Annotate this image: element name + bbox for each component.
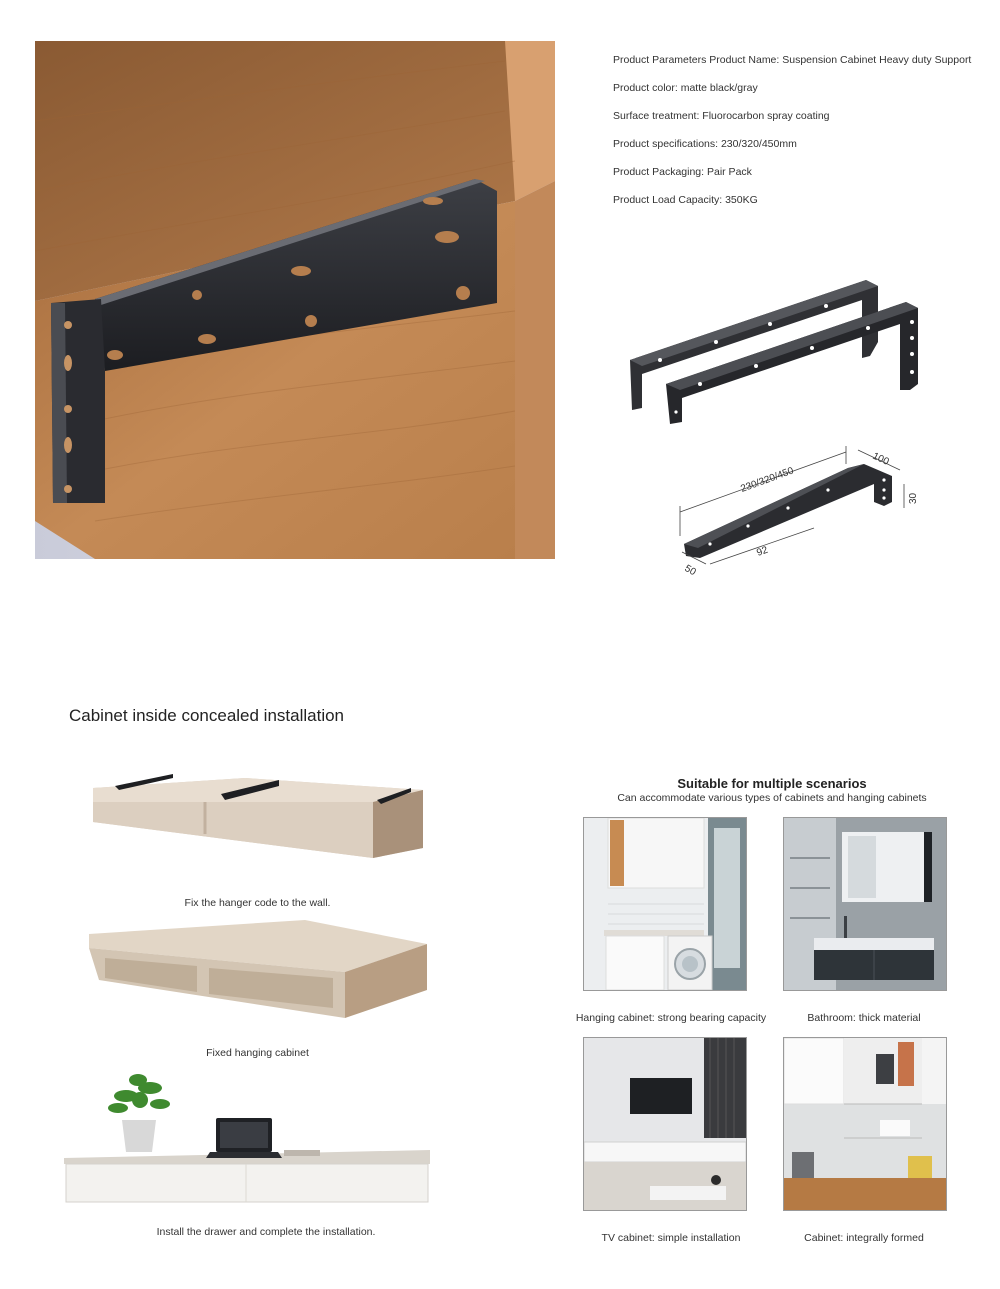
- laundry-room-illustration: [584, 818, 746, 990]
- scenario-photo-kitchen-cabinet: [783, 1037, 947, 1211]
- scenario-caption-4: Cabinet: integrally formed: [804, 1232, 924, 1244]
- spec-load-capacity: Product Load Capacity: 350KG: [613, 194, 758, 206]
- hanging-cabinet-illustration: [85, 918, 430, 1020]
- scenario-caption-2: Bathroom: thick material: [807, 1012, 921, 1024]
- step2-image: [85, 918, 430, 1020]
- hero-photo: [35, 41, 555, 559]
- dim-height-side-label: 30: [908, 492, 919, 504]
- step2-caption: Fixed hanging cabinet: [206, 1047, 309, 1059]
- step3-caption: Install the drawer and complete the installation.: [156, 1226, 376, 1238]
- spec-specifications: Product specifications: 230/320/450mm: [613, 138, 797, 150]
- dim-depth-label: 50: [682, 563, 698, 579]
- scenario-photo-hanging-cabinet: [583, 817, 747, 991]
- dimension-drawing: [668, 440, 928, 580]
- spec-packaging: Product Packaging: Pair Pack: [613, 166, 752, 178]
- step3-image: [60, 1068, 432, 1204]
- dimension-diagram: [668, 440, 928, 580]
- bathroom-illustration: [784, 818, 946, 990]
- scenarios-subtitle: Can accommodate various types of cabinets and hanging cabinets: [617, 792, 927, 804]
- installation-title: Cabinet inside concealed installation: [69, 706, 345, 725]
- bracket-pair-illustration: [620, 272, 930, 432]
- scenario-photo-tv-cabinet: [583, 1037, 747, 1211]
- kitchen-cabinet-illustration: [784, 1038, 946, 1210]
- step1-image: [85, 768, 430, 863]
- spec-surface-treatment: Surface treatment: Fluorocarbon spray coating: [613, 110, 830, 122]
- finished-cabinet-illustration: [60, 1068, 432, 1204]
- scenario-caption-1: Hanging cabinet: strong bearing capacity: [575, 1012, 767, 1024]
- step1-caption: Fix the hanger code to the wall.: [184, 897, 331, 909]
- tv-cabinet-illustration: [584, 1038, 746, 1210]
- scenarios-title: Suitable for multiple scenarios: [677, 776, 867, 791]
- dim-length-label: 230/320/450: [739, 465, 796, 495]
- bracket-under-cabinet-illustration: [35, 41, 555, 559]
- dim-height-top-label: 100: [870, 450, 891, 468]
- cabinet-with-brackets-illustration: [85, 768, 430, 863]
- scenario-caption-3: TV cabinet: simple installation: [601, 1232, 741, 1244]
- spec-product-name: Product Parameters Product Name: Suspension Cabinet Heavy duty Support: [613, 54, 972, 66]
- spec-product-color: Product color: matte black/gray: [613, 82, 758, 94]
- dim-hole-span-label: 92: [755, 544, 770, 559]
- bracket-pair-image: [620, 272, 930, 432]
- scenario-photo-bathroom: [783, 817, 947, 991]
